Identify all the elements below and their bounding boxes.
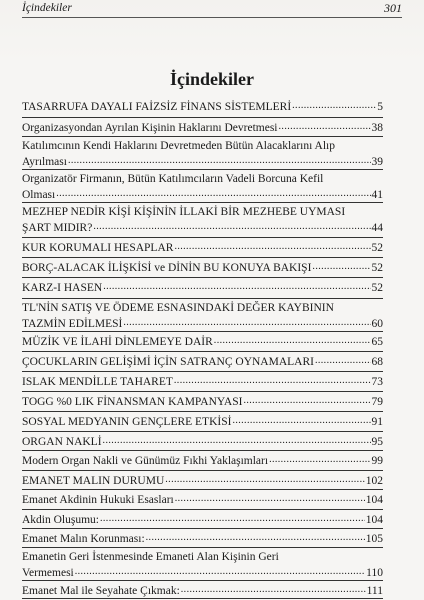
running-header <box>22 1 402 16</box>
toc-entry[interactable] <box>22 492 383 508</box>
entry-separator <box>22 237 383 238</box>
toc-entry[interactable] <box>22 374 383 390</box>
dot-leader <box>175 492 365 503</box>
toc-entry[interactable] <box>22 260 383 276</box>
toc-entry[interactable] <box>22 583 383 599</box>
toc-entry[interactable] <box>22 531 383 547</box>
toc-entry-line <box>22 434 383 450</box>
toc-entry-title: ISLAK MENDİLLE TAHARET <box>22 376 173 388</box>
entry-separator <box>22 547 383 548</box>
toc-entry-line <box>22 394 383 410</box>
toc-entry[interactable] <box>22 172 383 203</box>
running-header-page-number: 301 <box>384 1 402 15</box>
toc-entry[interactable] <box>22 550 383 581</box>
toc-entry-title: Olması <box>22 189 56 201</box>
toc-entry-title: MÜZİK VE İLAHİ DİNLEMEYE DAİR <box>22 336 213 348</box>
toc-entry[interactable] <box>22 280 383 296</box>
toc-entry[interactable] <box>22 240 383 256</box>
entry-separator <box>22 598 383 599</box>
toc-entry-title: ÇOCUKLARIN GELİŞİMİ İÇİN SATRANÇ OYNAMALARI <box>22 356 314 368</box>
toc-entry-title: TAZMİN EDİLMESİ <box>22 318 123 330</box>
dot-leader <box>103 434 371 445</box>
toc-entry-title: KUR KORUMALI HESAPLAR <box>22 242 174 254</box>
toc-entry-title: Akdin Oluşumu: <box>22 514 99 526</box>
toc-entry-page-number: 95 <box>371 436 383 448</box>
toc-entry-title: Emanetin Geri İstenmesinde Emaneti Alan Kişinin Geri <box>22 551 279 563</box>
toc-entry-page-number: 52 <box>371 242 383 254</box>
toc-entry-title: Katılımcının Kendi Haklarını Devretmeden Bütün Alacaklarını Alıp <box>22 140 335 152</box>
toc-entry-line <box>22 187 383 203</box>
entry-separator <box>22 371 383 372</box>
toc-entry[interactable] <box>22 434 383 450</box>
dot-leader <box>279 120 371 131</box>
toc-entry-title: Ayrılması <box>22 156 67 168</box>
entry-separator <box>22 450 383 451</box>
dot-leader <box>214 334 371 345</box>
entry-separator <box>22 411 383 412</box>
toc-entry-title: ORGAN NAKLİ <box>22 436 102 448</box>
toc-entry-page-number: 99 <box>371 455 383 467</box>
entry-separator <box>22 169 383 170</box>
dot-leader <box>269 453 370 464</box>
toc-entry-title: Emanet Malın Korunması: <box>22 533 145 545</box>
toc-entry-line <box>22 550 383 565</box>
entry-separator <box>22 136 383 137</box>
toc-entry-line <box>22 453 383 469</box>
toc-entry-line <box>22 583 383 599</box>
dot-leader <box>243 394 370 405</box>
dot-leader <box>181 583 366 594</box>
toc-entry[interactable] <box>22 301 383 332</box>
toc-entry[interactable] <box>22 205 383 236</box>
toc-entry-page-number: 91 <box>371 416 383 428</box>
dot-leader <box>312 260 370 271</box>
toc-entry[interactable] <box>22 354 383 370</box>
toc-entry-line <box>22 334 383 350</box>
toc-entry-title: EMANET MALIN DURUMU <box>22 475 165 487</box>
toc-entry-page-number: 60 <box>371 318 383 330</box>
toc-entry[interactable] <box>22 512 383 528</box>
dot-leader <box>315 354 371 365</box>
toc-entry-page-number: 104 <box>365 514 383 526</box>
toc-entry-line <box>22 531 383 547</box>
toc-entry-line <box>22 374 383 390</box>
toc-entry[interactable] <box>22 414 383 430</box>
page-title: İçindekiler <box>170 69 254 89</box>
toc-entry-page-number: 39 <box>371 156 383 168</box>
entry-separator <box>22 298 383 299</box>
toc-entry-line <box>22 354 383 370</box>
toc-entry-page-number: 68 <box>371 356 383 368</box>
toc-entry-line <box>22 154 383 170</box>
entry-separator <box>22 331 383 332</box>
entry-separator <box>22 431 383 432</box>
dot-leader <box>174 374 371 385</box>
toc-entry-line <box>22 280 383 296</box>
toc-entry-line <box>22 301 383 316</box>
toc-entry-title: TL'NİN SATIŞ VE ÖDEME ESNASINDAKİ DEĞER KAYBININ <box>22 302 334 314</box>
entry-separator <box>22 489 383 490</box>
toc-entry-title: KARZ-I HASEN <box>22 282 103 294</box>
entry-separator <box>22 470 383 471</box>
toc-entry-page-number: 104 <box>365 494 383 506</box>
entry-separator <box>22 391 383 392</box>
toc-entry-page-number: 111 <box>366 585 383 597</box>
toc-entry-line <box>22 473 383 489</box>
toc-entry[interactable] <box>22 394 383 410</box>
toc-entry-line <box>22 565 383 581</box>
toc-entry-title: BORÇ-ALACAK İLİŞKİSİ ve DİNİN BU KONUYA BAKIŞI <box>22 262 312 274</box>
running-header-section: İçindekiler <box>22 2 72 14</box>
entry-separator <box>22 528 383 529</box>
toc-entry[interactable] <box>22 334 383 350</box>
toc-entry-line <box>22 240 383 256</box>
toc-entry-line <box>22 316 383 332</box>
toc-entry-line <box>22 172 383 187</box>
toc-entry-page-number: 102 <box>365 475 383 487</box>
dot-leader <box>146 531 365 542</box>
entry-separator <box>22 509 383 510</box>
entry-separator <box>22 117 383 118</box>
toc-entry-page-number: 52 <box>371 282 383 294</box>
entry-separator <box>22 580 383 581</box>
toc-entry-page-number: 73 <box>371 376 383 388</box>
dot-leader <box>292 99 376 110</box>
toc-entry-line <box>22 414 383 430</box>
entry-separator <box>22 277 383 278</box>
toc-entry-title: TASARRUFA DAYALI FAİZSİZ FİNANS SİSTEMLERİ <box>22 101 292 113</box>
toc-entry[interactable] <box>22 473 383 489</box>
dot-leader <box>56 187 370 198</box>
entry-separator <box>22 202 383 203</box>
dot-leader <box>232 414 370 425</box>
header-rule <box>22 17 402 18</box>
toc-entry-title: Organizasyondan Ayrılan Kişinin Haklarını Devretmesi <box>22 122 278 134</box>
toc-entry-line <box>22 512 383 528</box>
toc-entry-line <box>22 492 383 508</box>
toc-entry-page-number: 52 <box>371 262 383 274</box>
toc-entry-title: SOSYAL MEDYANIN GENÇLERE ETKİSİ <box>22 416 232 428</box>
toc-entry[interactable] <box>22 120 383 136</box>
toc-entry-title: MEZHEP NEDİR KİŞİ KİŞİNİN İLLAKİ BİR MEZHEBE UYMASI <box>22 206 346 218</box>
toc-entry-line <box>22 220 383 236</box>
toc-entry-title: Emanet Mal ile Seyahate Çıkmak: <box>22 585 180 597</box>
toc-entry-page-number: 65 <box>371 336 383 348</box>
dot-leader <box>103 280 370 291</box>
dot-leader <box>123 316 370 327</box>
toc-entry-title: TOGG %0 LIK FİNANSMAN KAMPANYASI <box>22 396 243 408</box>
entry-separator <box>22 351 383 352</box>
toc-entry-page-number: 5 <box>377 101 383 113</box>
toc-entry-title: Organizatör Firmanın, Bütün Katılımcıların Vadeli Borcuna Kefil <box>22 173 324 185</box>
toc-entry-page-number: 38 <box>371 122 383 134</box>
dot-leader <box>75 565 365 576</box>
toc-entry-page-number: 79 <box>371 396 383 408</box>
dot-leader <box>174 240 370 251</box>
toc-entry-title: Modern Organ Nakli ve Günümüz Fıkhi Yaklaşımları <box>22 455 269 467</box>
toc-entry-line <box>22 205 383 220</box>
dot-leader <box>93 220 370 231</box>
toc-entry-page-number: 41 <box>371 189 383 201</box>
toc-entry[interactable] <box>22 99 383 115</box>
toc-entry-line <box>22 139 383 154</box>
toc-entry-line <box>22 120 383 136</box>
toc-entry[interactable] <box>22 453 383 469</box>
toc-entry[interactable] <box>22 139 383 170</box>
dot-leader <box>68 154 371 165</box>
toc-entry-title: Emanet Akdinin Hukuki Esasları <box>22 494 174 506</box>
toc-entry-page-number: 110 <box>366 567 383 579</box>
toc-entry-title: Vermemesi <box>22 567 74 579</box>
toc-entry-page-number: 105 <box>365 533 383 545</box>
toc-entry-page-number: 44 <box>371 222 383 234</box>
entry-separator <box>22 257 383 258</box>
dot-leader <box>165 473 364 484</box>
toc-entry-line <box>22 99 383 115</box>
dot-leader <box>100 512 365 523</box>
toc-entry-title: ŞART MIDIR? <box>22 222 93 234</box>
toc-entry-line <box>22 260 383 276</box>
